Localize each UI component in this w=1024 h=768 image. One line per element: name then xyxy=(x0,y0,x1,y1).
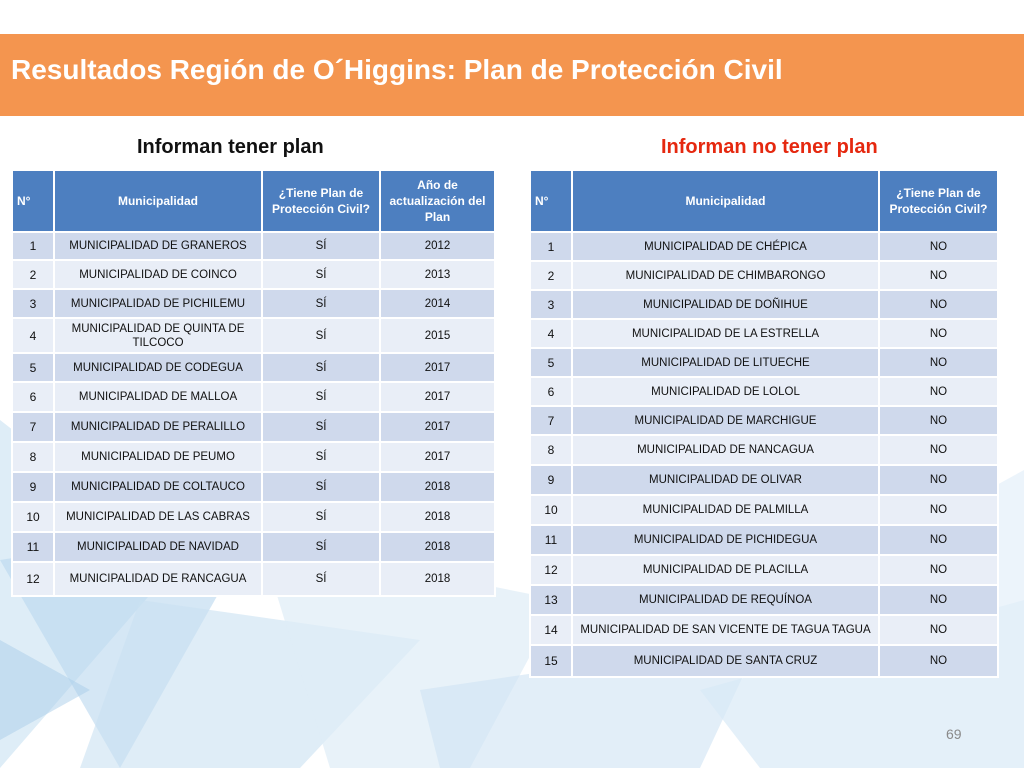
row-has-plan: SÍ xyxy=(262,562,380,596)
table-row xyxy=(12,532,495,562)
row-number: 15 xyxy=(530,645,572,677)
table-row xyxy=(530,406,998,435)
table-row xyxy=(530,435,998,465)
header-update-year: Año de actualización del Plan xyxy=(380,170,495,232)
table-row xyxy=(530,525,998,555)
header-number: N° xyxy=(12,170,54,232)
row-number: 4 xyxy=(530,319,572,348)
row-has-plan: SÍ xyxy=(262,502,380,532)
row-municipality: MUNICIPALIDAD DE LITUECHE xyxy=(572,348,879,377)
row-has-plan: NO xyxy=(879,261,998,290)
row-number: 11 xyxy=(12,532,54,562)
title-bar xyxy=(0,34,1024,116)
row-update-year: 2017 xyxy=(380,412,495,442)
table-row xyxy=(530,348,998,377)
row-has-plan: NO xyxy=(879,585,998,615)
row-has-plan: NO xyxy=(879,290,998,319)
header-number: N° xyxy=(530,170,572,232)
table-row xyxy=(12,260,495,289)
row-municipality: MUNICIPALIDAD DE CODEGUA xyxy=(54,353,262,382)
row-has-plan: NO xyxy=(879,525,998,555)
row-municipality: MUNICIPALIDAD DE CHÉPICA xyxy=(572,232,879,261)
row-update-year: 2017 xyxy=(380,382,495,412)
row-update-year: 2015 xyxy=(380,318,495,353)
row-number: 13 xyxy=(530,585,572,615)
row-municipality: MUNICIPALIDAD DE MALLOA xyxy=(54,382,262,412)
row-number: 1 xyxy=(530,232,572,261)
row-municipality: MUNICIPALIDAD DE COINCO xyxy=(54,260,262,289)
row-municipality: MUNICIPALIDAD DE PICHIDEGUA xyxy=(572,525,879,555)
table-row xyxy=(530,232,998,261)
row-number: 3 xyxy=(530,290,572,319)
row-number: 10 xyxy=(12,502,54,532)
row-number: 14 xyxy=(530,615,572,645)
row-number: 12 xyxy=(12,562,54,596)
row-number: 4 xyxy=(12,318,54,353)
table-row xyxy=(12,412,495,442)
table-row xyxy=(12,442,495,472)
row-has-plan: SÍ xyxy=(262,353,380,382)
header-has-plan: ¿Tiene Plan de Protección Civil? xyxy=(262,170,380,232)
row-number: 5 xyxy=(12,353,54,382)
row-has-plan: SÍ xyxy=(262,289,380,318)
row-has-plan: NO xyxy=(879,348,998,377)
table-row xyxy=(12,318,495,353)
row-update-year: 2018 xyxy=(380,532,495,562)
row-has-plan: NO xyxy=(879,465,998,495)
header-municipality: Municipalidad xyxy=(54,170,262,232)
row-update-year: 2012 xyxy=(380,232,495,260)
table-row xyxy=(12,472,495,502)
table-row xyxy=(530,465,998,495)
table-row xyxy=(530,585,998,615)
row-update-year: 2018 xyxy=(380,502,495,532)
row-municipality: MUNICIPALIDAD DE LA ESTRELLA xyxy=(572,319,879,348)
row-has-plan: NO xyxy=(879,495,998,525)
header-has-plan: ¿Tiene Plan de Protección Civil? xyxy=(879,170,998,232)
row-has-plan: SÍ xyxy=(262,472,380,502)
heading-without-plan: Informan no tener plan xyxy=(661,136,878,158)
table-row xyxy=(530,319,998,348)
row-update-year: 2018 xyxy=(380,472,495,502)
row-municipality: MUNICIPALIDAD DE PALMILLA xyxy=(572,495,879,525)
row-number: 6 xyxy=(530,377,572,406)
row-number: 11 xyxy=(530,525,572,555)
row-has-plan: SÍ xyxy=(262,442,380,472)
table-row xyxy=(12,353,495,382)
table-row xyxy=(12,562,495,596)
row-municipality: MUNICIPALIDAD DE NAVIDAD xyxy=(54,532,262,562)
table-row xyxy=(530,555,998,585)
table-row xyxy=(12,232,495,260)
heading-with-plan: Informan tener plan xyxy=(137,136,324,158)
row-has-plan: SÍ xyxy=(262,318,380,353)
row-has-plan: NO xyxy=(879,615,998,645)
row-municipality: MUNICIPALIDAD DE PLACILLA xyxy=(572,555,879,585)
table-row xyxy=(12,382,495,412)
row-has-plan: SÍ xyxy=(262,232,380,260)
row-has-plan: NO xyxy=(879,232,998,261)
row-number: 2 xyxy=(12,260,54,289)
row-number: 9 xyxy=(12,472,54,502)
row-municipality: MUNICIPALIDAD DE PICHILEMU xyxy=(54,289,262,318)
row-municipality: MUNICIPALIDAD DE MARCHIGUE xyxy=(572,406,879,435)
row-municipality: MUNICIPALIDAD DE OLIVAR xyxy=(572,465,879,495)
row-number: 10 xyxy=(530,495,572,525)
row-has-plan: NO xyxy=(879,319,998,348)
row-has-plan: SÍ xyxy=(262,412,380,442)
slide-title: Resultados Región de O´Higgins: Plan de Protección Civil xyxy=(11,54,783,85)
row-update-year: 2014 xyxy=(380,289,495,318)
row-has-plan: NO xyxy=(879,435,998,465)
table-row xyxy=(530,377,998,406)
row-municipality: MUNICIPALIDAD DE GRANEROS xyxy=(54,232,262,260)
row-number: 7 xyxy=(530,406,572,435)
row-municipality: MUNICIPALIDAD DE PERALILLO xyxy=(54,412,262,442)
row-number: 2 xyxy=(530,261,572,290)
row-has-plan: SÍ xyxy=(262,260,380,289)
row-municipality: MUNICIPALIDAD DE CHIMBARONGO xyxy=(572,261,879,290)
row-has-plan: NO xyxy=(879,555,998,585)
row-number: 3 xyxy=(12,289,54,318)
row-number: 1 xyxy=(12,232,54,260)
row-municipality: MUNICIPALIDAD DE SANTA CRUZ xyxy=(572,645,879,677)
row-municipality: MUNICIPALIDAD DE REQUÍNOA xyxy=(572,585,879,615)
table-with-plan xyxy=(11,169,496,597)
row-number: 7 xyxy=(12,412,54,442)
row-number: 6 xyxy=(12,382,54,412)
header-municipality: Municipalidad xyxy=(572,170,879,232)
row-has-plan: SÍ xyxy=(262,532,380,562)
row-municipality: MUNICIPALIDAD DE LAS CABRAS xyxy=(54,502,262,532)
page-number: 69 xyxy=(946,726,962,742)
table-row xyxy=(12,289,495,318)
row-has-plan: SÍ xyxy=(262,382,380,412)
row-number: 8 xyxy=(12,442,54,472)
table-header-row xyxy=(530,170,998,232)
row-update-year: 2018 xyxy=(380,562,495,596)
table-row xyxy=(530,261,998,290)
row-update-year: 2017 xyxy=(380,442,495,472)
row-municipality: MUNICIPALIDAD DE NANCAGUA xyxy=(572,435,879,465)
row-has-plan: NO xyxy=(879,377,998,406)
row-municipality: MUNICIPALIDAD DE LOLOL xyxy=(572,377,879,406)
row-number: 9 xyxy=(530,465,572,495)
row-number: 8 xyxy=(530,435,572,465)
row-municipality: MUNICIPALIDAD DE DOÑIHUE xyxy=(572,290,879,319)
table-row xyxy=(530,615,998,645)
row-municipality: MUNICIPALIDAD DE QUINTA DE TILCOCO xyxy=(54,318,262,353)
table-row xyxy=(530,290,998,319)
row-update-year: 2017 xyxy=(380,353,495,382)
row-number: 12 xyxy=(530,555,572,585)
row-update-year: 2013 xyxy=(380,260,495,289)
row-municipality: MUNICIPALIDAD DE COLTAUCO xyxy=(54,472,262,502)
table-header-row xyxy=(12,170,495,232)
row-municipality: MUNICIPALIDAD DE PEUMO xyxy=(54,442,262,472)
row-number: 5 xyxy=(530,348,572,377)
table-row xyxy=(530,645,998,677)
table-row xyxy=(530,495,998,525)
row-municipality: MUNICIPALIDAD DE RANCAGUA xyxy=(54,562,262,596)
row-municipality: MUNICIPALIDAD DE SAN VICENTE DE TAGUA TAGUA xyxy=(572,615,879,645)
row-has-plan: NO xyxy=(879,645,998,677)
table-without-plan xyxy=(529,169,999,678)
table-row xyxy=(12,502,495,532)
row-has-plan: NO xyxy=(879,406,998,435)
